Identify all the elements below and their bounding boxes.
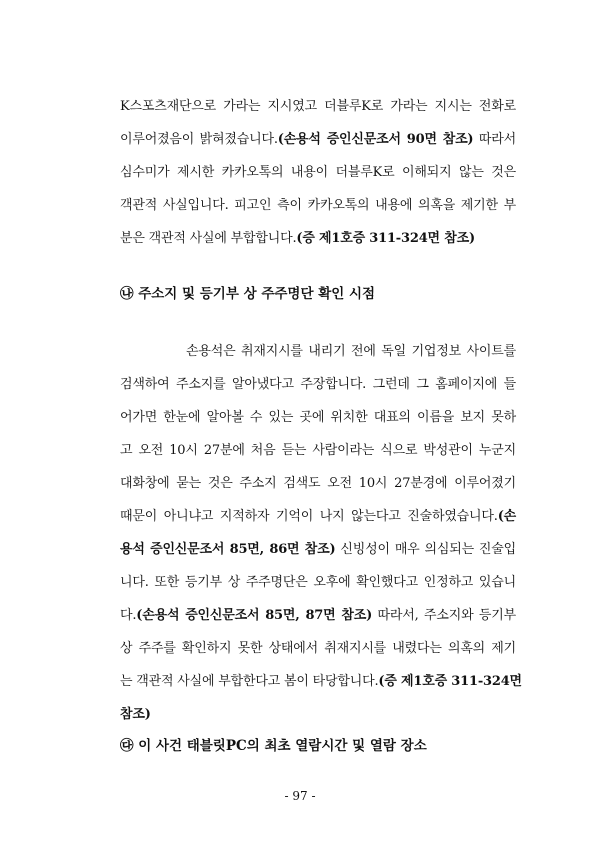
text-line: 대화창에 묻는 것은 주소지 검색도 오전 10시 27분경에 이루어졌기 [120, 476, 516, 491]
text-segment: 따라서, 주소지와 등기부 [372, 608, 516, 623]
text-segment: 분은 객관적 사실에 부합합니다. [120, 231, 297, 246]
citation: (손용석 증인신문조서 90면 참조) [277, 132, 474, 147]
citation: 용석 증인신문조서 85면, 86면 참조) [120, 542, 336, 557]
text-segment: 때문이 아니냐고 지적하자 기억이 나지 않는다고 진술하였습니다. [120, 509, 498, 524]
text-line [120, 705, 516, 725]
text-segment: 다. [120, 608, 137, 623]
text-line: 어가면 한눈에 알아볼 수 있는 곳에 위치한 대표의 이름을 보지 못하 [120, 410, 516, 425]
text-segment: 신빙성이 매우 의심되는 진술입 [335, 542, 516, 557]
text-line: 객관적 사실입니다. 피고인 측이 카카오톡의 내용에 의혹을 제기한 부 [120, 198, 516, 213]
citation: (손용석 증인신문조서 85면, 87면 참조) [136, 608, 373, 623]
text-line: 심수미가 제시한 카카오톡의 내용이 더블루K로 이해되지 않는 것은 [120, 165, 516, 180]
text-segment: 이루어졌음이 밝혀졌습니다. [120, 132, 278, 147]
citation: (증 제1호증 311-324면 [378, 674, 522, 689]
text-segment: 는 객관적 사실에 부합한다고 봄이 타당합니다. [120, 674, 379, 689]
citation: (손 [497, 509, 516, 524]
text-line [120, 606, 516, 626]
text-line: 손용석은 취재지시를 내리기 전에 독일 기업정보 사이트를 [186, 344, 516, 359]
section-heading: ㉰ 이 사건 태블릿PC의 최초 열람시간 및 열람 장소 [120, 738, 427, 754]
text-line [120, 229, 516, 249]
text-line [120, 540, 516, 560]
text-line [120, 672, 522, 692]
text-line: 상 주주를 확인하지 못한 상태에서 취재지시를 내렸다는 의혹의 제기 [120, 641, 516, 656]
citation: (증 제1호증 311-324면 참조) [296, 231, 475, 246]
citation: 참조) [120, 707, 151, 722]
text-line: 검색하여 주소지를 알아냈다고 주장합니다. 그런데 그 홈페이지에 들 [120, 377, 516, 392]
text-line: K스포츠재단으로 가라는 지시였고 더블루K로 가라는 지시는 전화로 [120, 99, 516, 114]
text-segment: 따라서 [473, 132, 516, 147]
text-line: 고 오전 10시 27분에 처음 듣는 사람이라는 식으로 박성관이 누군지 [120, 443, 516, 458]
text-line: 니다. 또한 등기부 상 주주명단은 오후에 확인했다고 인정하고 있습니 [120, 575, 516, 590]
section-heading: ㉯ 주소지 및 등기부 상 주주명단 확인 시점 [120, 286, 376, 302]
text-line [120, 507, 516, 527]
page-number: - 97 - [284, 789, 316, 803]
text-line [120, 130, 516, 150]
